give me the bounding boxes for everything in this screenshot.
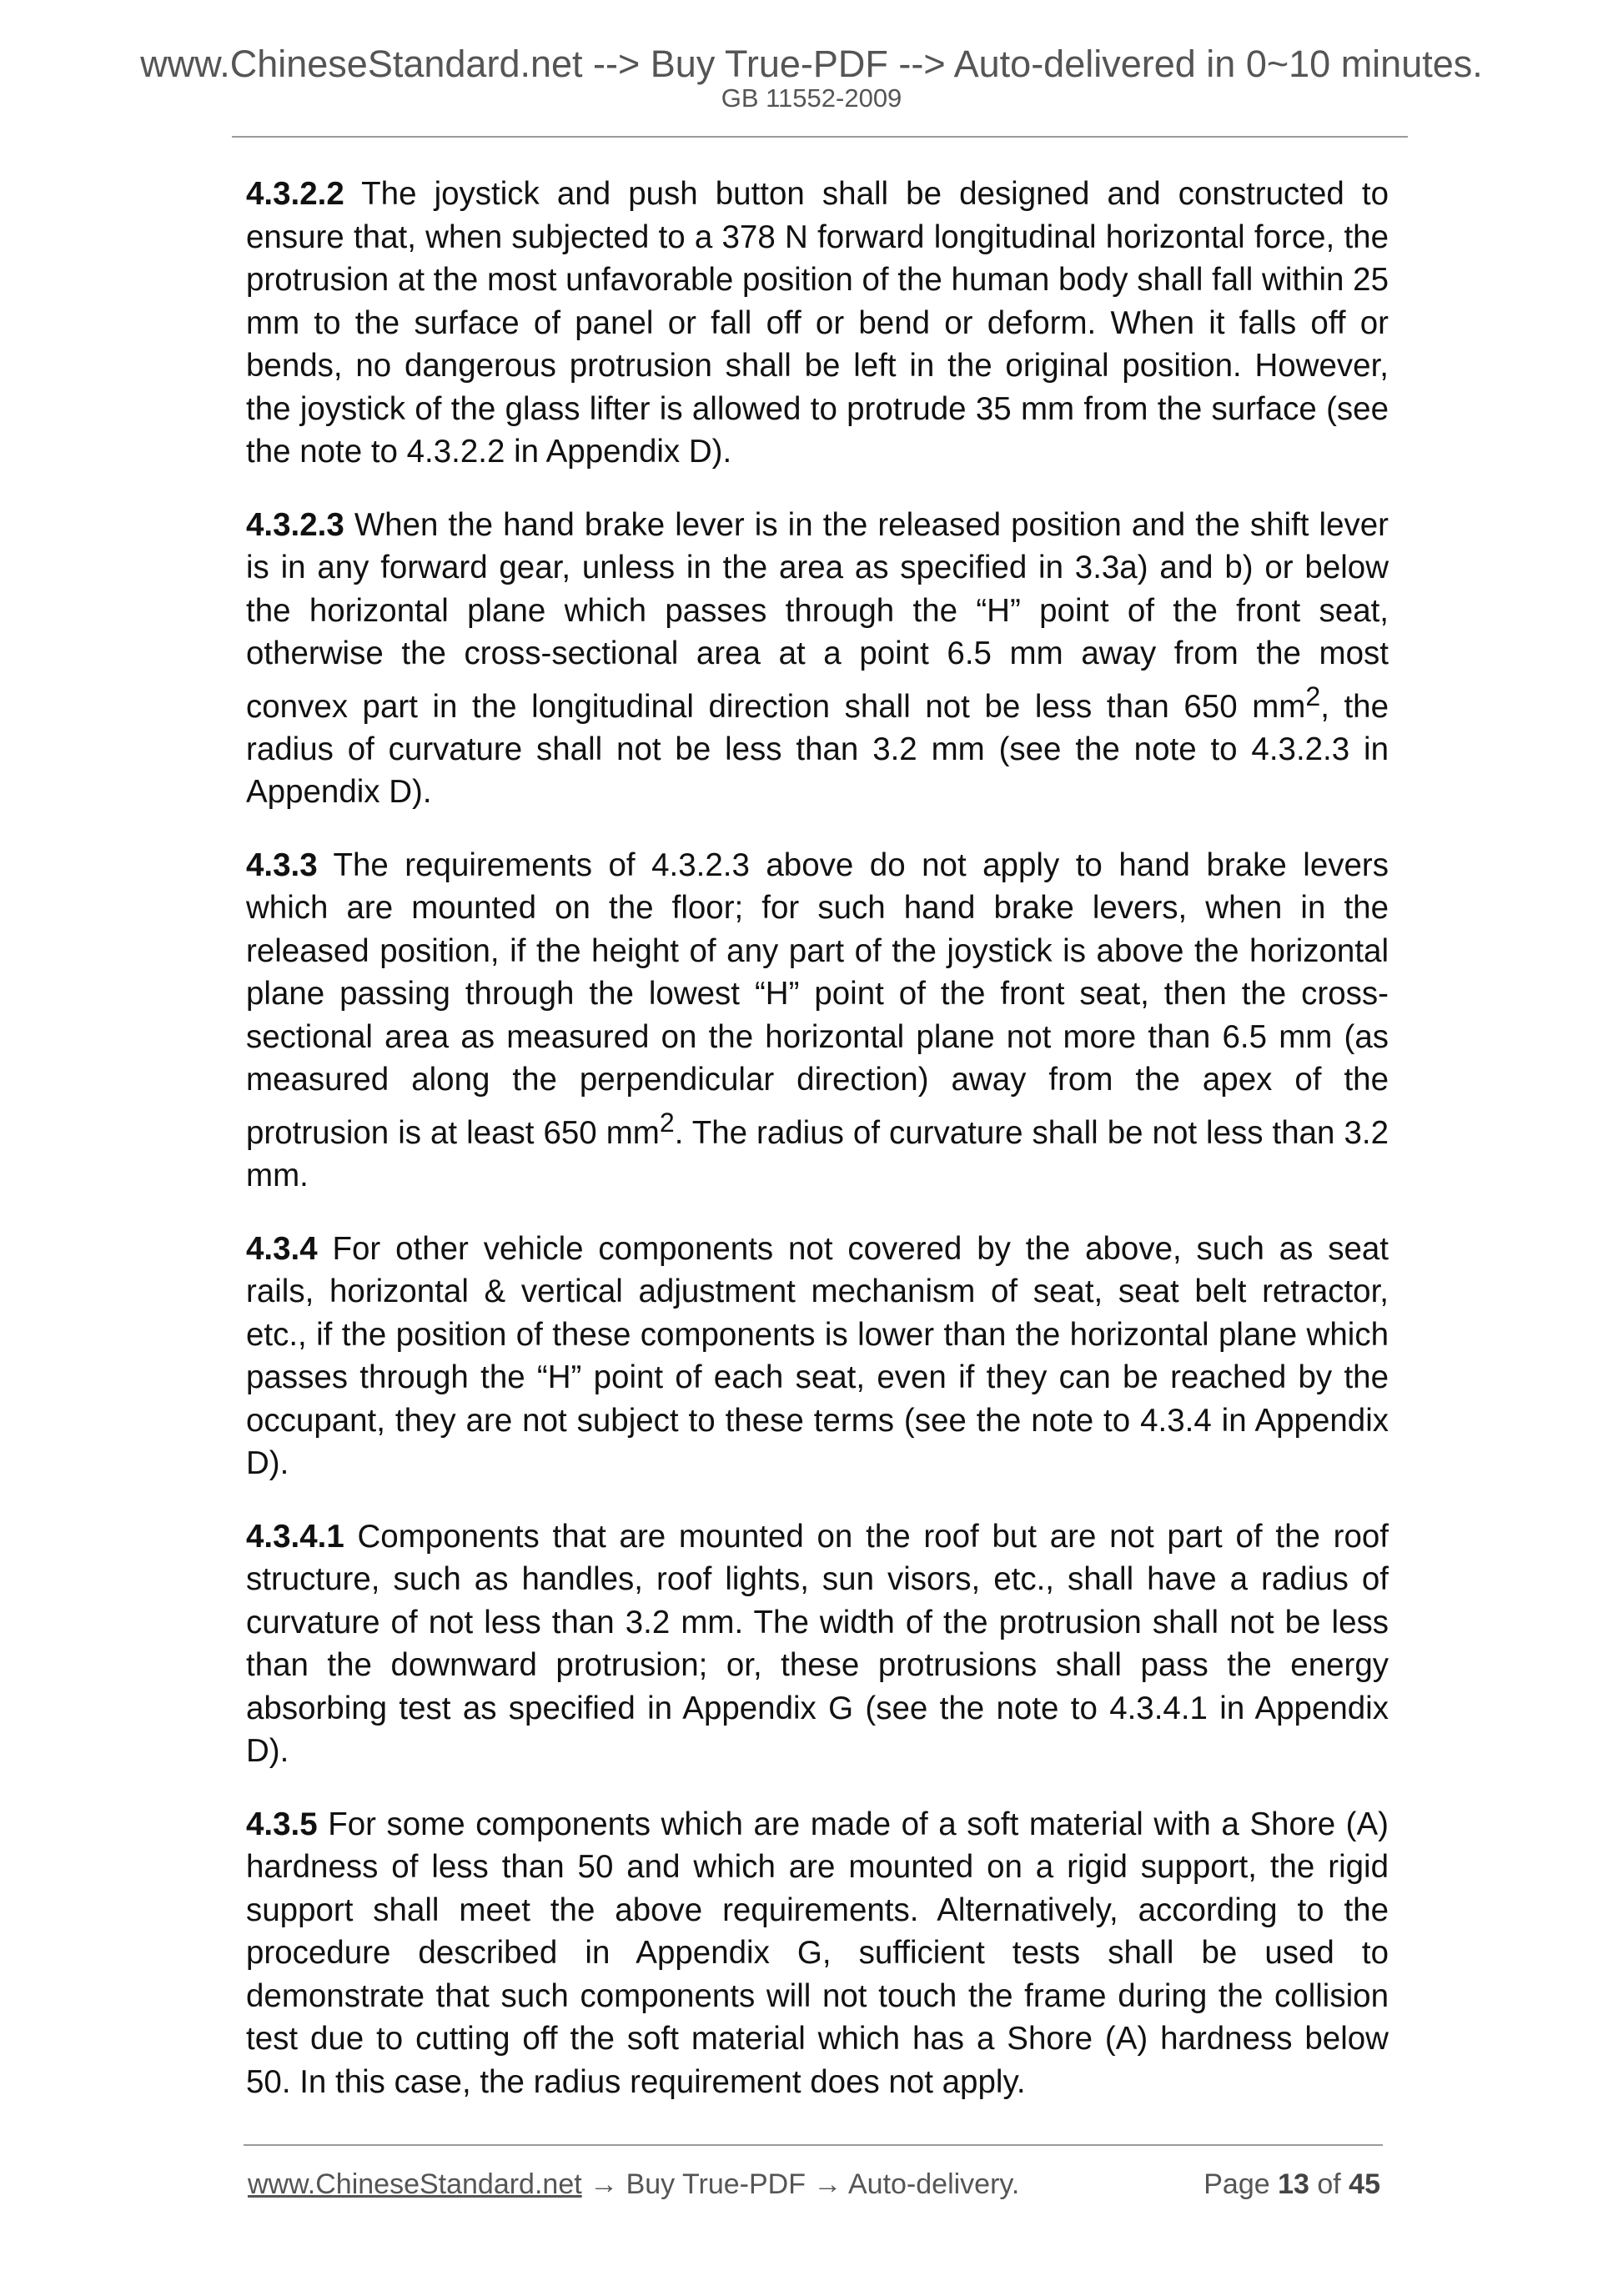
standard-number: GB 11552-2009 — [721, 83, 902, 113]
clause-4-3-5 — [246, 1803, 1389, 2104]
clause-text: The joystick and push button shall be designed and constructed to ensure that, when subjected to a 378 N forward longitudinal horizontal force, the protrusion at the most unfavorable position of the human body shall fall within 25 mm to the surface of panel or fall off or bend or deform. When it falls off or bends, no dangerous protrusion shall be left in the original position. However, the joystick of the glass lifter is allowed to protrude 35 mm from the surface (see the note to 4.3.2.2 in Appendix D). — [246, 176, 1389, 470]
clause-text: The requirements of 4.3.2.3 above do not apply to hand brake levers which are mounted on the floor; for such hand brake levers, when in the released position, if the height of any part of the joystick is above the horizontal plane passing through the lowest “H” point of the front seat, then the cross-sectional area as measured on the horizontal plane not more than 6.5 mm (as measured along the perpendicular direction) away from the apex of the protrusion is at least 650 mm — [246, 847, 1389, 1151]
clause-number: 4.3.2.3 — [246, 506, 344, 543]
total-pages: 45 — [1349, 2168, 1380, 2200]
header-banner: www.ChineseStandard.net --> Buy True-PDF --> Auto-delivered in 0~10 minutes. — [140, 43, 1483, 85]
clause-number: 4.3.3 — [246, 847, 318, 883]
clause-4-3-4-1 — [246, 1515, 1389, 1773]
footer-promo — [248, 2163, 1019, 2205]
current-page: 13 — [1278, 2168, 1309, 2200]
clause-text: Components that are mounted on the roof but are not part of the roof structure, such as handles, roof lights, sun visors, etc., shall have a radius of curvature of not less than 3.2 mm. The width of the protrusion shall not be less than the downward protrusion; or, these protrusions shall pass the energy absorbing test as specified in Appendix G (see the note to 4.3.4.1 in Appendix D). — [246, 1518, 1389, 1770]
clause-number: 4.3.5 — [246, 1806, 318, 1842]
clause-text: , the radius of curvature shall not be less than 3.2 mm (see the note to 4.3.2.3 in Appendix D). — [246, 688, 1389, 811]
clause-number: 4.3.4.1 — [246, 1518, 344, 1555]
document-body — [246, 173, 1389, 2133]
footer-promo-text: → Buy True-PDF → Auto-delivery. — [581, 2168, 1020, 2200]
clause-text: For other vehicle components not covered by the above, such as seat rails, horizontal & vertical adjustment mechanism of seat, seat belt retractor, etc., if the position of these components is lower than the horizontal plane which passes through the “H” point of each seat, even if they can be reached by the occupant, they are not subject to these terms (see the note to 4.3.4 in Appendix D). — [246, 1230, 1389, 1482]
superscript: 2 — [1305, 681, 1321, 711]
clause-number: 4.3.2.2 — [246, 176, 344, 212]
page-footer — [248, 2163, 1380, 2205]
footer-divider — [244, 2144, 1383, 2146]
clause-text: . The radius of curvature shall be not less than 3.2 mm. — [246, 1114, 1389, 1194]
clause-4-3-3 — [246, 844, 1389, 1198]
page-indicator: Page 13 of 45 — [1203, 2168, 1380, 2200]
clause-number: 4.3.4 — [246, 1230, 318, 1267]
site-link[interactable]: www.ChineseStandard.net — [248, 2168, 582, 2200]
clause-text: For some components which are made of a soft material with a Shore (A) hardness of less than 50 and which are mounted on a rigid support, the rigid support shall meet the above requirements. Alternatively, according to the procedure described in Appendix G, sufficient tests shall be used to demonstrate that such components will not touch the frame during the collision test due to cutting off the soft material which has a Shore (A) hardness below 50. In this case, the radius requirement does not apply. — [246, 1806, 1389, 2100]
clause-text: When the hand brake lever is in the released position and the shift lever is in any forward gear, unless in the area as specified in 3.3a) and b) or below the horizontal plane which passes through the “H” point of the front seat, otherwise the cross-sectional area at a point 6.5 mm away from the most convex part in the longitudinal direction shall not be less than 650 mm — [246, 506, 1389, 725]
clause-4-3-4 — [246, 1228, 1389, 1485]
superscript: 2 — [659, 1107, 675, 1138]
clause-4-3-2-3 — [246, 504, 1389, 814]
header-divider — [232, 136, 1408, 138]
clause-4-3-2-2 — [246, 173, 1389, 474]
